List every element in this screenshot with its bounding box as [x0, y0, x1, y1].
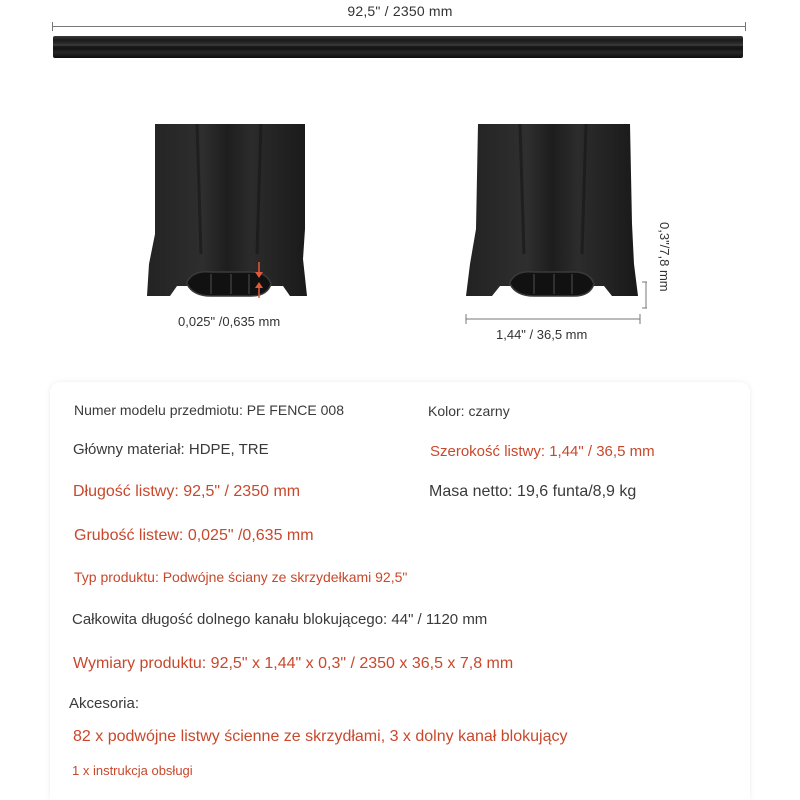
spec-accessories-items: 82 x podwójne listwy ścienne ze skrzydłami, 3 x dolny kanał blokujący — [73, 728, 568, 745]
strip-profile-thickness-view — [145, 124, 315, 309]
spec-length: Długość listwy: 92,5" / 2350 mm — [73, 483, 301, 500]
spec-material: Główny materiał: HDPE, TRE — [73, 441, 269, 458]
product-image-area — [0, 0, 800, 382]
spec-manual: 1 x instrukcja obsługi — [72, 763, 193, 778]
width-dimension-label: 1,44" / 36,5 mm — [496, 327, 588, 342]
width-dimension-line — [466, 314, 640, 324]
height-dimension-label: 0,3"/7,8 mm — [657, 222, 672, 292]
spec-model: Numer modelu przedmiotu: PE FENCE 008 — [74, 402, 344, 418]
spec-width: Szerokość listwy: 1,44" / 36,5 mm — [430, 443, 655, 460]
spec-channel-length: Całkowita długość dolnego kanału blokującego: 44" / 1120 mm — [72, 611, 488, 628]
fence-strip-side-view — [53, 36, 743, 58]
spec-weight: Masa netto: 19,6 funta/8,9 kg — [429, 483, 637, 500]
length-dimension-line — [52, 26, 746, 27]
strip-profile-width-view — [462, 124, 647, 329]
specifications-panel — [50, 382, 750, 800]
spec-color: Kolor: czarny — [428, 403, 510, 419]
spec-thickness: Grubość listew: 0,025" /0,635 mm — [74, 527, 314, 544]
spec-accessories-title: Akcesoria: — [69, 695, 140, 712]
thickness-dimension-label: 0,025" /0,635 mm — [178, 314, 281, 329]
spec-product-type: Typ produktu: Podwójne ściany ze skrzydełkami 92,5" — [74, 569, 408, 585]
spec-dimensions: Wymiary produktu: 92,5" x 1,44" x 0,3" / 2350 x 36,5 x 7,8 mm — [73, 655, 514, 672]
length-dimension-label: 92,5" / 2350 mm — [347, 3, 453, 19]
height-dimension-line — [642, 282, 647, 308]
